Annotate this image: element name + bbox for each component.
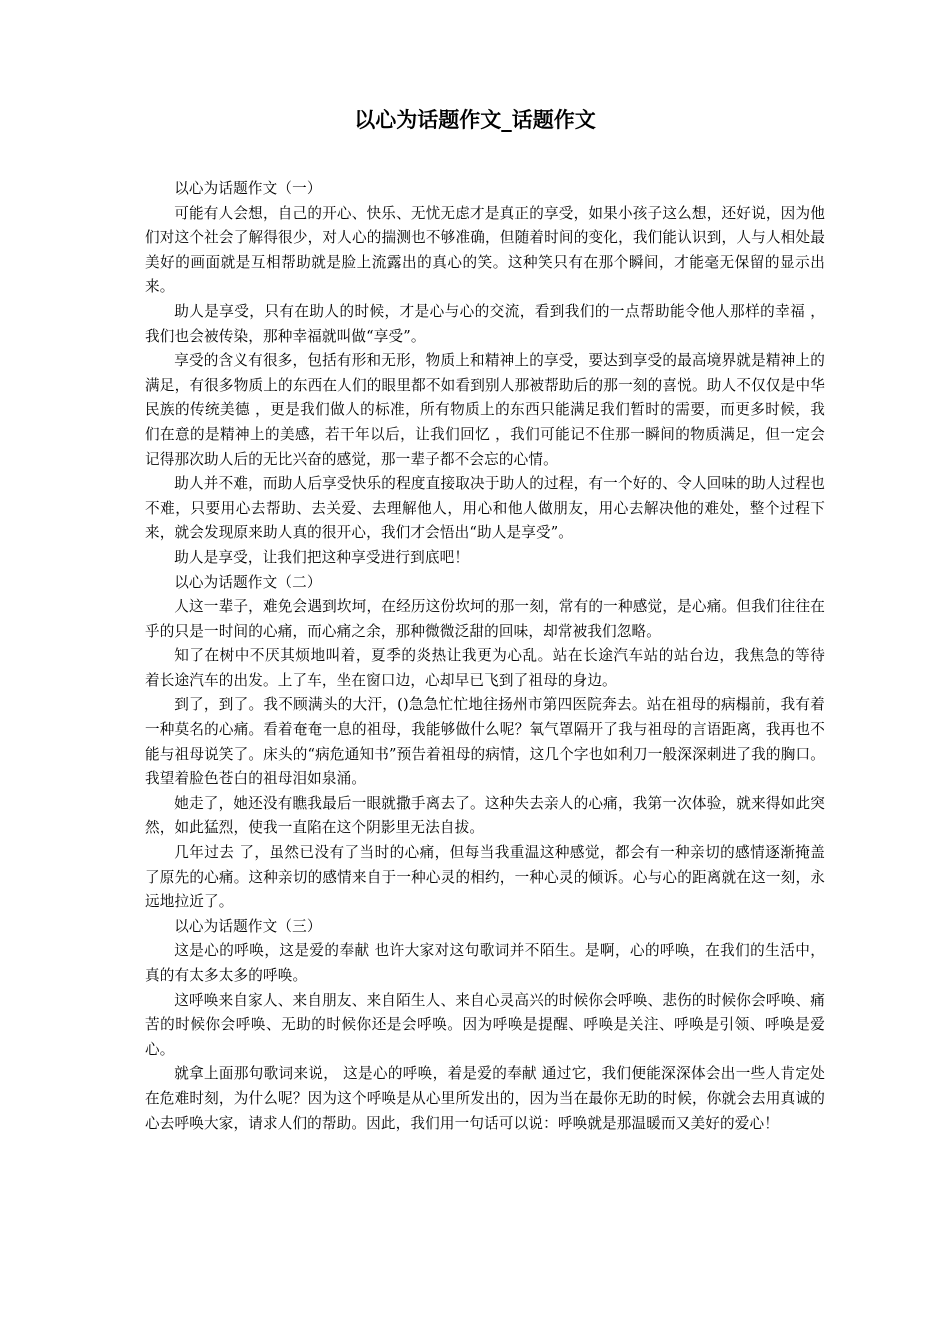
- section-heading-2: 以心为话题作文（二）: [174, 573, 322, 591]
- paragraph: 这是心的呼唤，这是爱的奉献 也许大家对这句歌词并不陌生。是啊，心的呼唤，在我们的生活中，真的有太多太多的呼唤。: [145, 942, 825, 984]
- paragraph: 人这一辈子，难免会遇到坎坷，在经历这份坎坷的那一刻，常有的一种感觉，是心痛。但我们往往在乎的只是一时间的心痛，而心痛之余，那种微微泛甜的回味，却常被我们忽略。: [145, 598, 825, 640]
- paragraph: 这呼唤来自家人、来自朋友、来自陌生人、来自心灵高兴的时候你会呼唤、悲伤的时候你会呼唤、痛苦的时候你会呼唤、无助的时候你还是会呼唤。因为呼唤是提醒、呼唤是关注、呼唤是引领、呼唤是爱心。: [145, 991, 825, 1058]
- paragraph: 助人是享受，只有在助人的时候，才是心与心的交流，看到我们的一点帮助能令他人那样的幸福 ，我们也会被传染，那种幸福就叫做“享受”。: [145, 302, 825, 345]
- document-title: 以心为话题作文_话题作文: [354, 108, 596, 132]
- paragraph: 就拿上面那句歌词来说， 这是心的呼唤，着是爱的奉献 通过它，我们便能深深体会出一些人肯定处在危难时刻，为什么呢？因为这个呼唤是从心里所发出的，因为当在最你无助的时候，你就会去用真诚的心去呼唤大家，请求人们的帮助。因此，我们用一句话可以说：呼唤就是那温暖而又美好的爱心！: [145, 1065, 825, 1132]
- paragraph: 她走了，她还没有瞧我最后一眼就撒手离去了。这种失去亲人的心痛，我第一次体验，就来得如此突然，如此猛烈，使我一直陷在这个阴影里无法自拔。: [145, 794, 825, 837]
- paragraph: 助人是享受，让我们把这种享受进行到底吧！: [174, 548, 470, 566]
- section-heading-1: 以心为话题作文（一）: [174, 180, 322, 197]
- document-body: [145, 177, 825, 1136]
- paragraph: 到了，到了。我不顾满头的大汗，()急急忙忙地往扬州市第四医院奔去。站在祖母的病榻前，我有着一种莫名的心痛。看着奄奄一息的祖母，我能够做什么呢？氧气罩隔开了我与祖母的言语距离，我再也不能与祖母说笑了。床头的“病危通知书”预告着祖母的病情，这几个字也如利刀一般深深刺进了我的胸口。我望着脸色苍白的祖母泪如泉涌。: [145, 696, 825, 788]
- paragraph: 可能有人会想，自己的开心、快乐、无忧无虑才是真正的享受，如果小孩子这么想，还好说，因为他们对这个社会了解得很少，对人心的揣测也不够准确，但随着时间的变化，我们能认识到，人与人相处最美好的画面就是互相帮助就是脸上流露出的真心的笑。这种笑只有在那个瞬间，才能毫无保留的显示出来。: [145, 204, 825, 296]
- paragraph: 助人并不难，而助人后享受快乐的程度直接取决于助人的过程，有一个好的、令人回味的助人过程也不难，只要用心去帮助、去关爱、去理解他人，用心和他人做朋友，用心去解决他的难处，整个过程下来，就会发现原来助人真的很开心，我们才会悟出“助人是享受”。: [145, 475, 825, 542]
- paragraph: 享受的含义有很多，包括有形和无形，物质上和精神上的享受，要达到享受的最高境界就是精神上的满足，有很多物质上的东西在人们的眼里都不如看到别人那被帮助后的那一刻的喜悦。助人不仅仅是中华民族的传统美德 ，更是我们做人的标准，所有物质上的东西只能满足我们暂时的需要，而更多时候，我们在意的是精神上的美感，若干年以后，让我们回忆 ，我们可能记不住那一瞬间的物质满足，但一定会记得那次助人后的无比兴奋的感觉，那一辈子都不会忘的心情。: [145, 352, 825, 468]
- paragraph: 知了在树中不厌其烦地叫着，夏季的炎热让我更为心乱。站在长途汽车站的站台边，我焦急的等待 着长途汽车的出发。上了车，坐在窗口边，心却早已飞到了祖母的身边。: [145, 647, 825, 689]
- section-heading-3: 以心为话题作文（三）: [174, 917, 322, 935]
- paragraph: 几年过去 了，虽然已没有了当时的心痛，但每当我重温这种感觉，都会有一种亲切的感情逐渐掩盖了原先的心痛。这种亲切的感情来自于一种心灵的相约，一种心灵的倾诉。心与心的距离就在这一刻，永远地拉近了。: [145, 844, 825, 911]
